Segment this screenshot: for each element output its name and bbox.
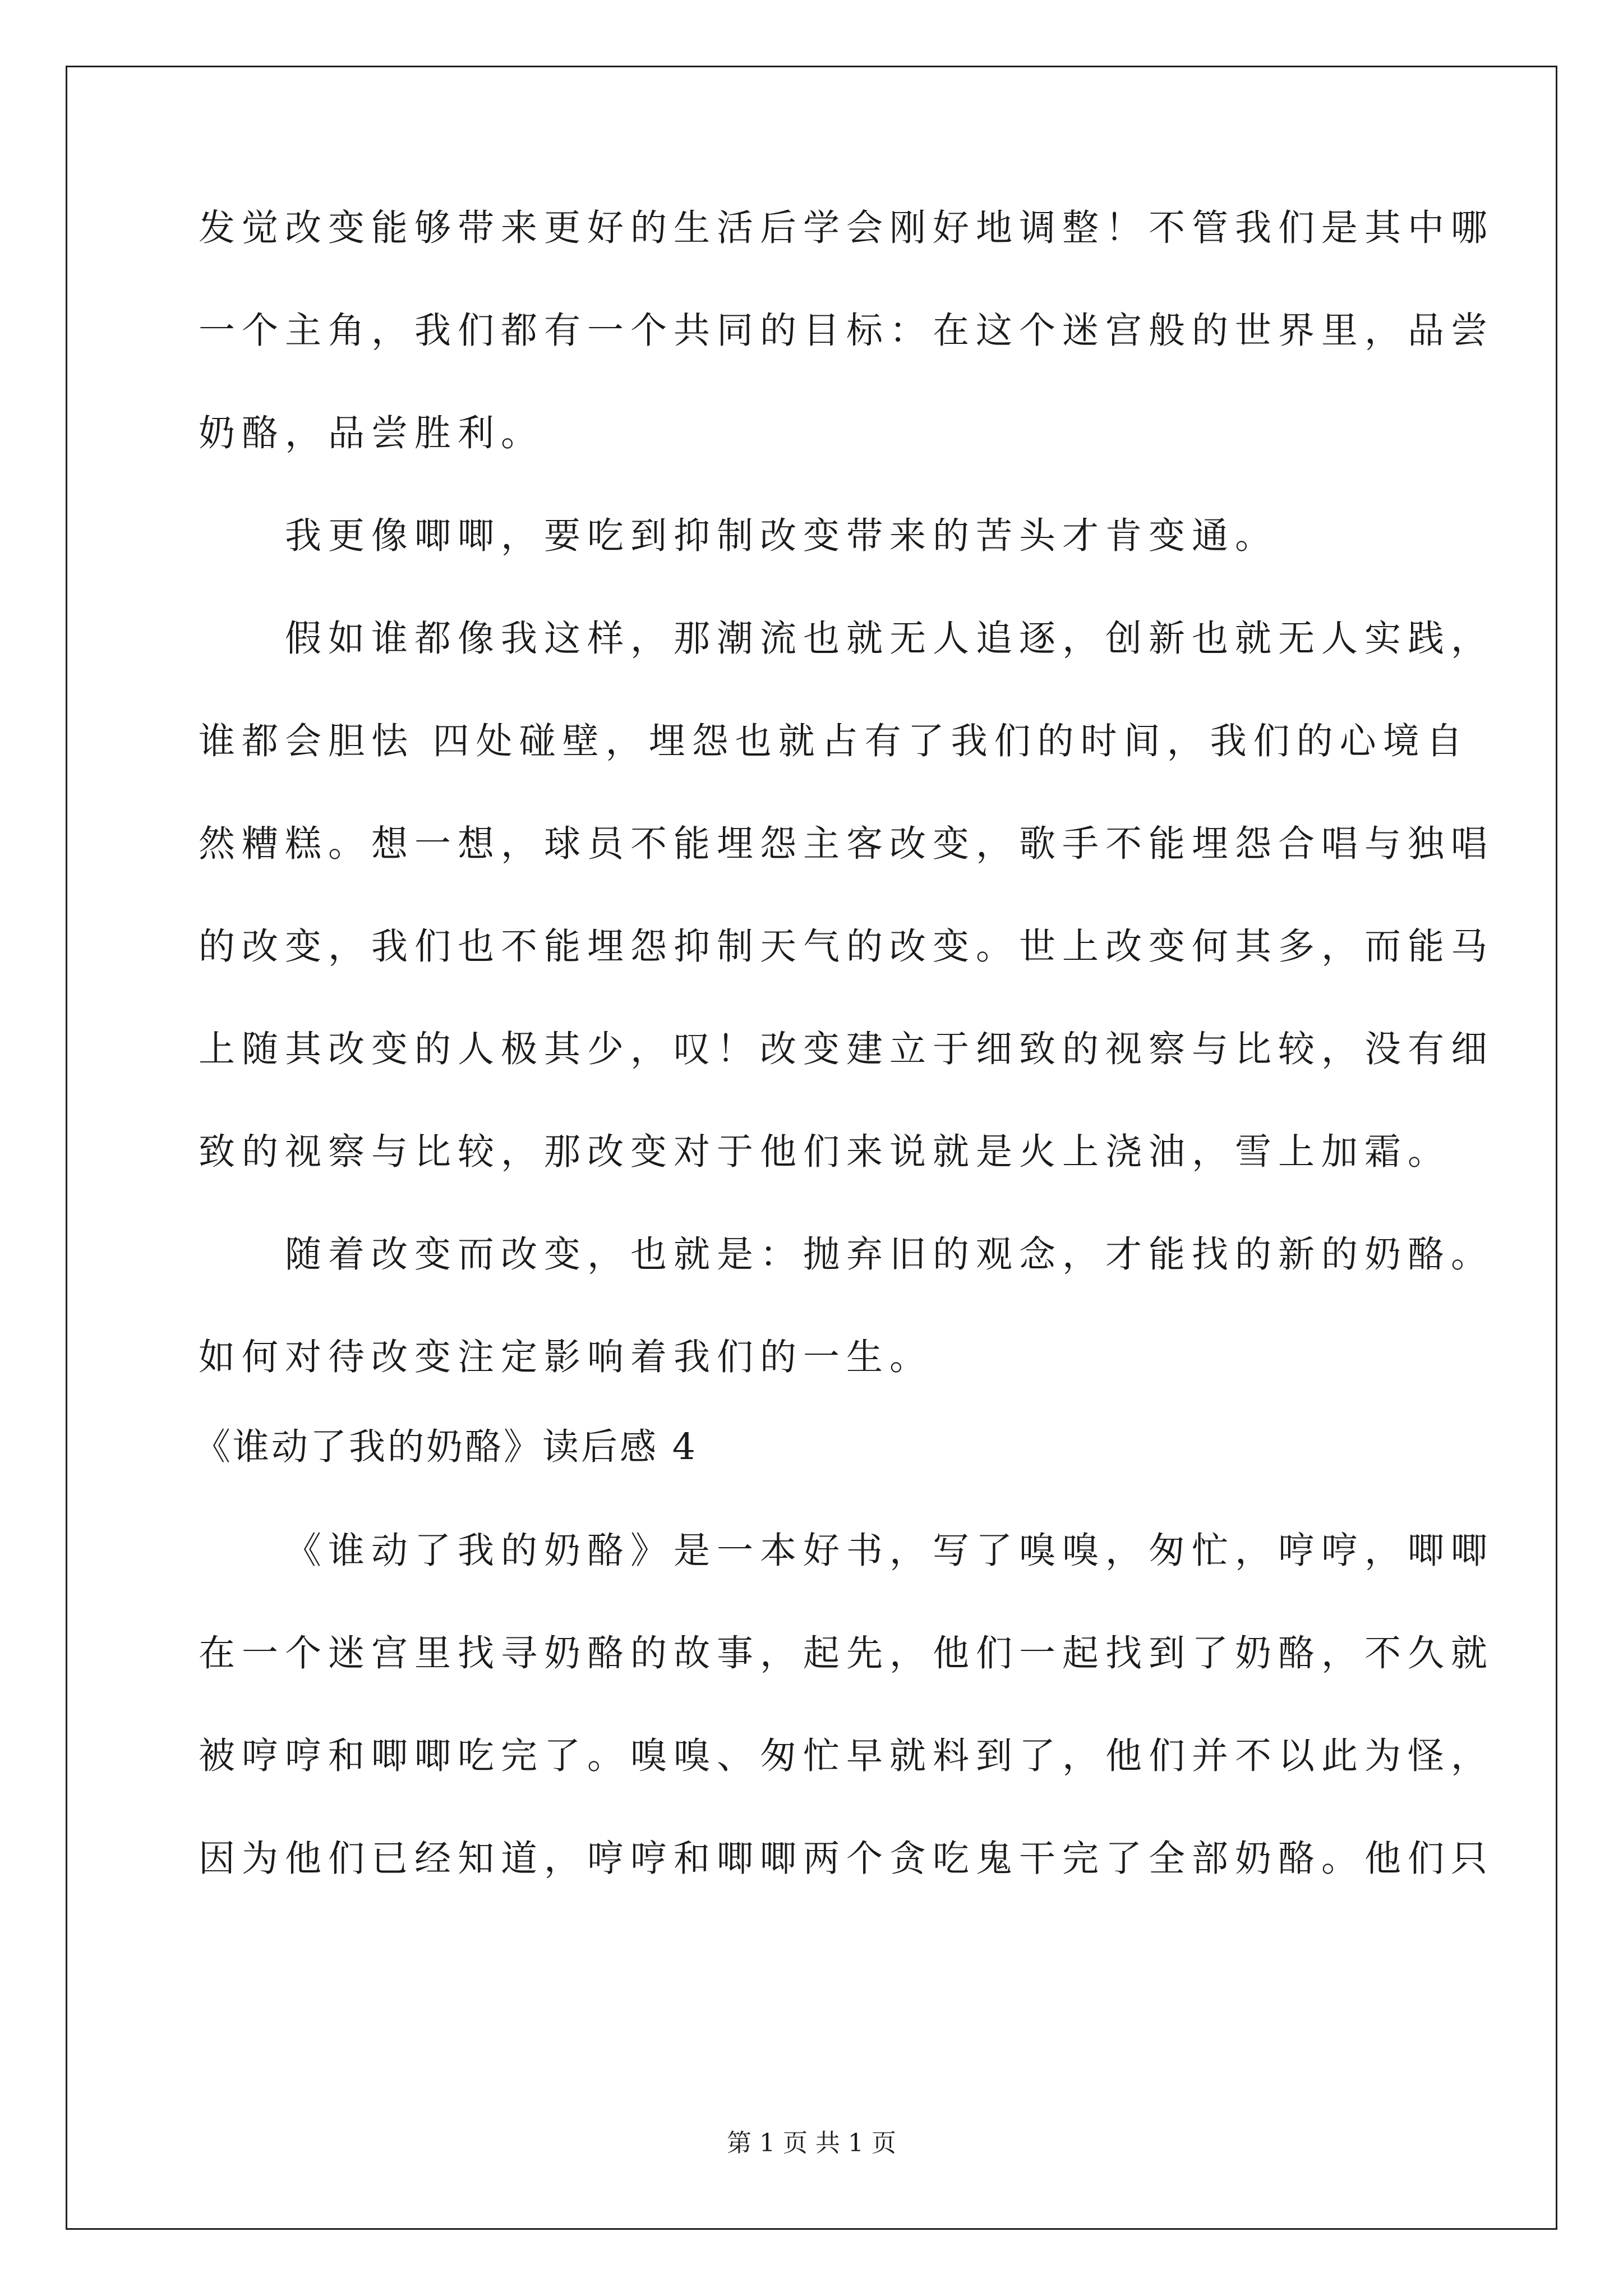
text-line: 发觉改变能够带来更好的生活后学会刚好地调整！不管我们是其中哪 bbox=[199, 207, 1495, 249]
text-line: 致的视察与比较，那改变对于他们来说就是火上浇油，雪上加霜。 bbox=[199, 1131, 1451, 1173]
page-footer: 第 1 页 共 1 页 bbox=[727, 2129, 896, 2157]
text-line: 的改变，我们也不能埋怨抑制天气的改变。世上改变何其多，而能马 bbox=[199, 926, 1495, 968]
text-line: 然糟糕。想一想，球员不能埋怨主客改变，歌手不能埋怨合唱与独唱 bbox=[199, 823, 1495, 865]
text-line: 随着改变而改变，也就是：抛弃旧的观念，才能找的新的奶酪。 bbox=[285, 1234, 1495, 1276]
text-line: 假如谁都像我这样，那潮流也就无人追逐，创新也就无人实践， bbox=[285, 618, 1495, 660]
text-line: 被哼哼和唧唧吃完了。嗅嗅、匆忙早就料到了，他们并不以此为怪， bbox=[199, 1735, 1495, 1777]
text-line: 在一个迷宫里找寻奶酪的故事，起先，他们一起找到了奶酪，不久就 bbox=[199, 1632, 1495, 1674]
text-line: 因为他们已经知道，哼哼和唧唧两个贪吃鬼干完了全部奶酪。他们只 bbox=[199, 1838, 1495, 1880]
text-line: 一个主角，我们都有一个共同的目标：在这个迷宫般的世界里，品尝 bbox=[199, 310, 1495, 352]
text-line: 《谁动了我的奶酪》是一本好书，写了嗅嗅，匆忙，哼哼，唧唧 bbox=[285, 1530, 1495, 1572]
text-line: 上随其改变的人极其少，叹！改变建立于细致的视察与比较，没有细 bbox=[199, 1028, 1495, 1070]
text-line: 我更像唧唧，要吃到抑制改变带来的苦头才肯变通。 bbox=[285, 515, 1279, 557]
section-heading: 《谁动了我的奶酪》读后感 4 bbox=[194, 1426, 698, 1468]
text-line: 谁都会胆怯 四处碰壁，埋怨也就占有了我们的时间，我们的心境自 bbox=[199, 720, 1469, 762]
text-line: 如何对待改变注定影响着我们的一生。 bbox=[199, 1336, 933, 1378]
text-line: 奶酪，品尝胜利。 bbox=[199, 412, 545, 454]
